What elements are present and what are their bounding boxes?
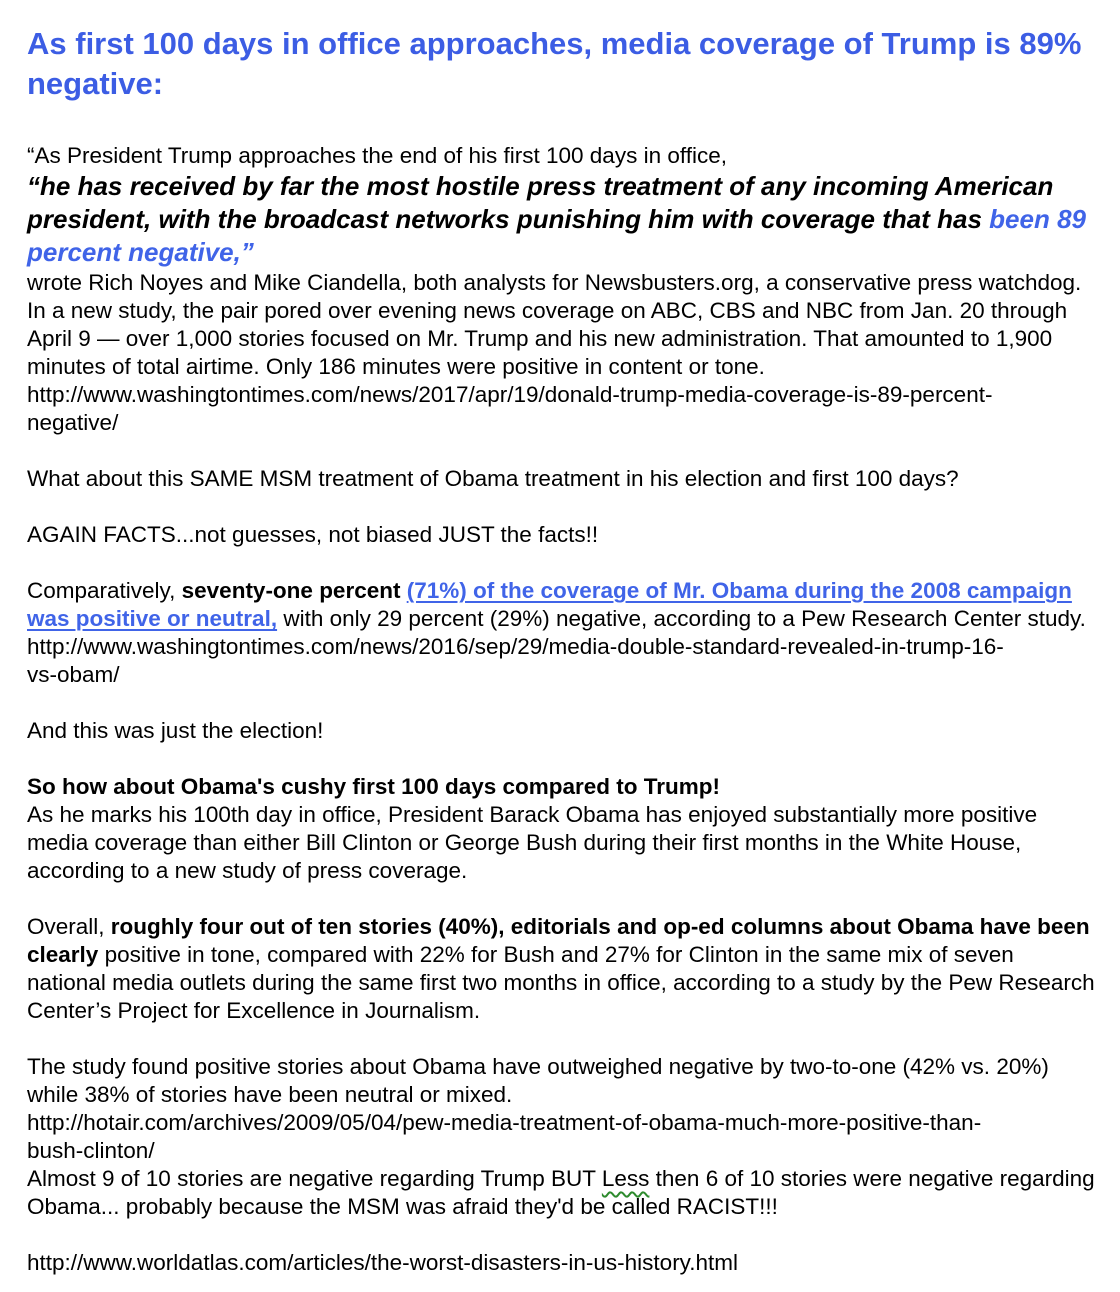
text-run: “he has received by far the most hostile press treatment of any incoming American president, with the broadcast networks punishing him with coverage that has xyxy=(27,171,1054,234)
text-run: And this was just the election! xyxy=(27,718,324,743)
obama-100th-day-paragraph xyxy=(27,801,1097,885)
text-run: AGAIN FACTS...not guesses, not biased JUST the facts!! xyxy=(27,522,599,547)
text-run: Comparatively, xyxy=(27,578,182,603)
blank-line xyxy=(27,745,1097,773)
blank-line xyxy=(27,493,1097,521)
text-run: wrote Rich Noyes and Mike Ciandella, both analysts for Newsbusters.org, a conservative press watchdog. In a new study, the pair pored over evening news coverage on ABC, CBS and NBC from Jan. 20 through April 9 — over 1,000 stories focused on Mr. Trump and his new administration. That amounted to 1,900 minutes of total airtime. Only 186 minutes were positive in content or tone. xyxy=(27,270,1082,379)
text-run: seventy-one percent xyxy=(181,578,407,603)
text-run: What about this SAME MSM treatment of Obama treatment in his election and first 100 days? xyxy=(27,466,959,491)
text-run: http://www.washingtontimes.com/news/2017/apr/19/donald-trump-media-coverage-is-89-percent-negative/ xyxy=(27,382,993,435)
blank-line xyxy=(27,885,1097,913)
quote-highlight: been 89 percent negative,” xyxy=(27,204,1086,267)
cushy-100-days-heading xyxy=(27,773,1097,801)
comparatively-paragraph xyxy=(27,577,1097,633)
quote-intro-line xyxy=(27,142,1097,170)
newsbusters-paragraph xyxy=(27,269,1097,381)
text-run: The study found positive stories about Obama have outweighed negative by two-to-one (42% vs. 20%) while 38% of stories have been neutral or mixed. xyxy=(27,1054,1049,1107)
text-run: positive in tone, compared with 22% for Bush and 27% for Clinton in the same mix of seven national media outlets during the same first two months in office, according to a study by the Pew Research Center’s Project for Excellence in Journalism. xyxy=(27,942,1095,1023)
blank-line xyxy=(27,1025,1097,1053)
text-run: Almost 9 of 10 stories are negative regarding Trump BUT xyxy=(27,1166,602,1191)
blank-line xyxy=(27,549,1097,577)
text-run: with only 29 percent (29%) negative, according to a Pew Research Center study. xyxy=(277,606,1086,631)
page-title xyxy=(27,24,1097,104)
spellcheck-flagged-word: Less xyxy=(601,1166,650,1191)
blank-line xyxy=(27,437,1097,465)
text-run: http://hotair.com/archives/2009/05/04/pew-media-treatment-of-obama-much-more-positive-than-bush-clinton/ xyxy=(27,1110,982,1163)
hotair-url xyxy=(27,1109,1032,1165)
blank-line xyxy=(27,1221,1097,1249)
almost-9-of-10-paragraph xyxy=(27,1165,1097,1221)
washingtontimes-2017-url xyxy=(27,381,1032,437)
text-run: http://www.worldatlas.com/articles/the-worst-disasters-in-us-history.html xyxy=(27,1250,739,1275)
text-run: http://www.washingtontimes.com/news/2016/sep/29/media-double-standard-revealed-in-trump-16-vs-obam/ xyxy=(27,634,1004,687)
election-remark xyxy=(27,717,1097,745)
text-run: Overall, xyxy=(27,914,111,939)
text-run: “As President Trump approaches the end of his first 100 days in office, xyxy=(27,143,727,168)
text-run: As first 100 days in office approaches, media coverage of Trump is 89% negative: xyxy=(27,26,1082,101)
blank-line xyxy=(27,689,1097,717)
document-body xyxy=(27,24,1097,1277)
pull-quote xyxy=(27,170,1097,269)
obama-coverage-link[interactable]: (71%) of the coverage of Mr. Obama during the 2008 campaign was positive or neutral, xyxy=(27,578,1072,631)
msm-question-paragraph xyxy=(27,465,1097,493)
text-run: then 6 of 10 stories were negative regarding Obama... probably because the MSM was afraid they'd be called RACIST!!! xyxy=(27,1166,1095,1219)
again-facts-paragraph xyxy=(27,521,1097,549)
study-found-paragraph xyxy=(27,1053,1097,1109)
worldatlas-url xyxy=(27,1249,1097,1277)
text-run: As he marks his 100th day in office, President Barack Obama has enjoyed substantially more positive media coverage than either Bill Clinton or George Bush during their first months in the White House, according to a new study of press coverage. xyxy=(27,802,1038,883)
text-run: So how about Obama's cushy first 100 days compared to Trump! xyxy=(27,774,721,799)
washingtontimes-2016-url xyxy=(27,633,1032,689)
overall-paragraph xyxy=(27,913,1097,1025)
text-run: roughly four out of ten stories (40%), editorials and op-ed columns about Obama have been clearly xyxy=(27,914,1090,967)
